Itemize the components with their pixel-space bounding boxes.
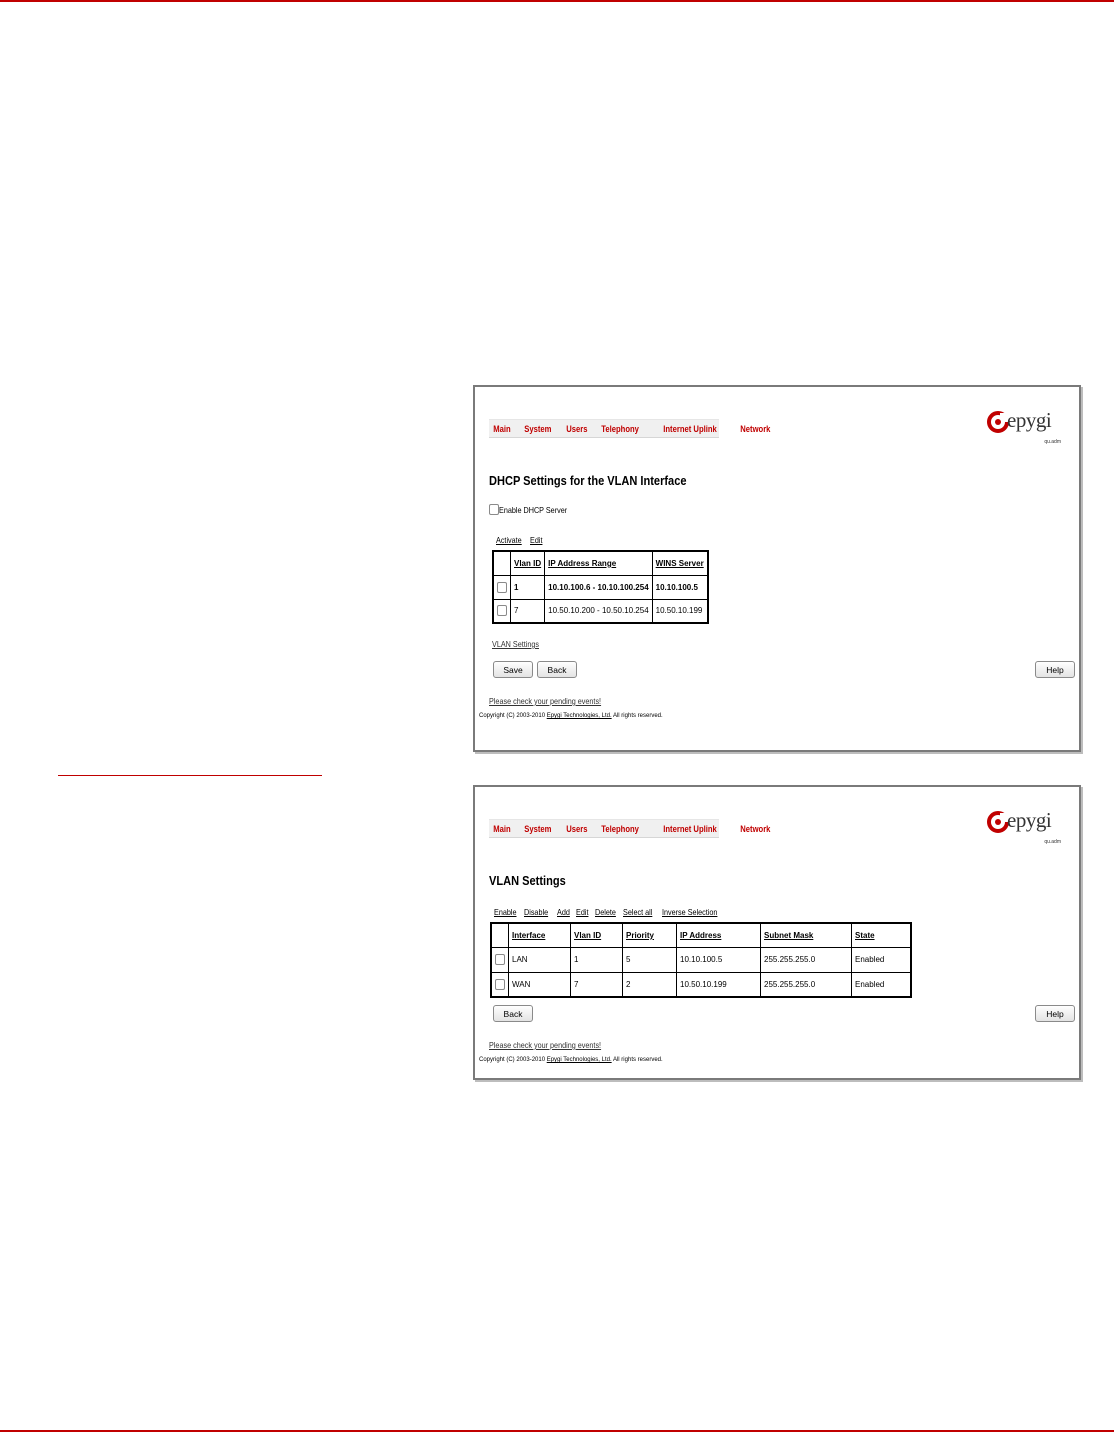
disable-link[interactable]: Disable bbox=[524, 907, 549, 917]
row-checkbox[interactable] bbox=[495, 954, 505, 965]
help-button[interactable]: Help bbox=[1035, 1005, 1075, 1022]
epygi-link[interactable]: Epygi Technologies, Ltd. bbox=[546, 713, 612, 719]
menu-internet-uplink[interactable]: Internet Uplink bbox=[663, 423, 717, 434]
page-title: DHCP Settings for the VLAN Interface bbox=[489, 473, 687, 488]
table-row: 7 10.50.10.200 - 10.50.10.254 10.50.10.199 bbox=[493, 599, 708, 623]
menu-internet-uplink[interactable]: Internet Uplink bbox=[663, 823, 717, 834]
col-priority[interactable]: Priority bbox=[623, 923, 677, 947]
enable-dhcp-checkbox[interactable] bbox=[489, 504, 499, 515]
inverse-selection-link[interactable]: Inverse Selection bbox=[661, 907, 718, 917]
copyright: Copyright (C) 2003-2010 Epygi Technologies, Ltd. All rights reserved. bbox=[479, 1057, 663, 1063]
table-row: WAN 7 2 10.50.10.199 255.255.255.0 Enabled bbox=[491, 972, 911, 997]
menu-network[interactable]: Network bbox=[740, 423, 771, 434]
menu-network[interactable]: Network bbox=[740, 823, 771, 834]
copyright: Copyright (C) 2003-2010 Epygi Technologies, Ltd. All rights reserved. bbox=[479, 713, 663, 719]
menu-users[interactable]: Users bbox=[565, 423, 588, 434]
table-row: 1 10.10.100.6 - 10.10.100.254 10.10.100.5 bbox=[493, 575, 708, 599]
col-subnet-mask[interactable]: Subnet Mask bbox=[761, 923, 852, 947]
help-button[interactable]: Help bbox=[1035, 661, 1075, 678]
edit-link[interactable]: Edit bbox=[575, 907, 589, 917]
epygi-link[interactable]: Epygi Technologies, Ltd. bbox=[546, 1057, 612, 1063]
delete-link[interactable]: Delete bbox=[594, 907, 616, 917]
table-row: LAN 1 5 10.10.100.5 255.255.255.0 Enabled bbox=[491, 947, 911, 972]
pending-events-link[interactable]: Please check your pending events! bbox=[489, 696, 602, 706]
side-rule bbox=[58, 775, 322, 776]
enable-dhcp-label: Enable DHCP Server bbox=[499, 504, 568, 515]
page-title: VLAN Settings bbox=[489, 873, 566, 888]
col-ip-address[interactable]: IP Address bbox=[677, 923, 761, 947]
menu-system[interactable]: System bbox=[523, 423, 551, 434]
vlan-settings-link[interactable]: VLAN Settings bbox=[492, 639, 539, 649]
vlan-screenshot bbox=[473, 785, 1081, 1080]
dhcp-table bbox=[492, 550, 709, 624]
dhcp-screenshot bbox=[473, 385, 1081, 752]
col-interface[interactable]: Interface bbox=[509, 923, 571, 947]
back-button[interactable]: Back bbox=[493, 1005, 533, 1022]
edit-link[interactable]: Edit bbox=[530, 535, 543, 545]
epygi-logo-icon bbox=[987, 811, 1009, 833]
epygi-logo-icon bbox=[987, 411, 1009, 433]
menu-main[interactable]: Main bbox=[493, 423, 511, 434]
col-wins-server[interactable]: WINS Server bbox=[652, 551, 708, 575]
add-link[interactable]: Add bbox=[556, 907, 570, 917]
col-vlan-id[interactable]: Vlan ID bbox=[571, 923, 623, 947]
col-ip-range[interactable]: IP Address Range bbox=[545, 551, 653, 575]
back-button[interactable]: Back bbox=[537, 661, 577, 678]
row-checkbox[interactable] bbox=[497, 582, 507, 593]
select-all-link[interactable]: Select all bbox=[623, 907, 653, 917]
activate-link[interactable]: Activate bbox=[496, 535, 522, 545]
menu-users[interactable]: Users bbox=[565, 823, 588, 834]
menu-system[interactable]: System bbox=[523, 823, 551, 834]
menu-telephony[interactable]: Telephony bbox=[600, 823, 639, 834]
row-checkbox[interactable] bbox=[497, 605, 507, 616]
epygi-logo: epygi qu.adm bbox=[985, 805, 1065, 847]
col-vlan-id[interactable]: Vlan ID bbox=[511, 551, 545, 575]
main-menu bbox=[489, 819, 771, 838]
top-rule bbox=[0, 0, 1114, 2]
menu-telephony[interactable]: Telephony bbox=[600, 423, 639, 434]
menu-main[interactable]: Main bbox=[493, 823, 511, 834]
col-state[interactable]: State bbox=[852, 923, 912, 947]
enable-link[interactable]: Enable bbox=[494, 907, 517, 917]
row-checkbox[interactable] bbox=[495, 979, 505, 990]
save-button[interactable]: Save bbox=[493, 661, 533, 678]
pending-events-link[interactable]: Please check your pending events! bbox=[489, 1040, 602, 1050]
vlan-table bbox=[490, 922, 912, 998]
epygi-logo: epygi qu.adm bbox=[985, 405, 1065, 447]
main-menu bbox=[489, 419, 771, 438]
